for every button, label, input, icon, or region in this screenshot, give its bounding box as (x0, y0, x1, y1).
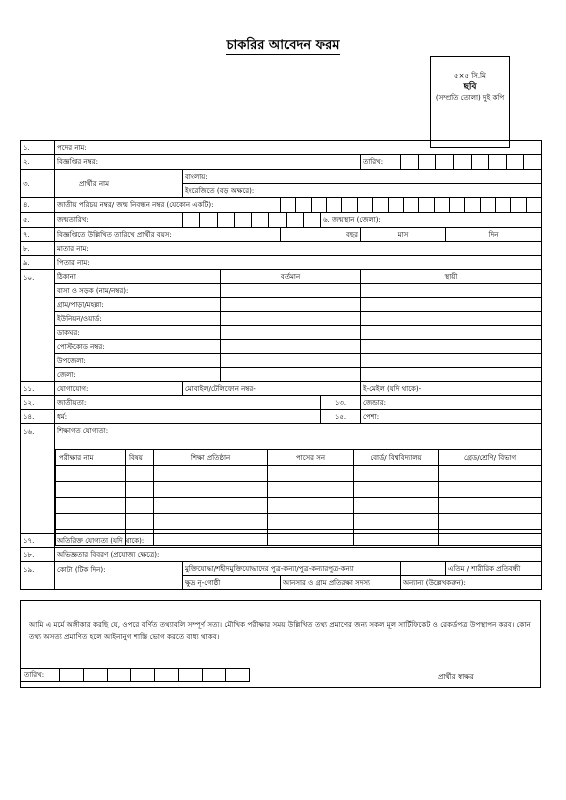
edu-header-grade: গ্রেড/শ্রেণি/ বিভাগ (439, 450, 542, 466)
contact-label: যোগাযোগ: (55, 382, 183, 396)
post-name-field[interactable]: পদের নাম: (55, 141, 542, 155)
edu-cell[interactable] (354, 498, 439, 514)
present-address-input[interactable] (221, 368, 361, 382)
age-label: বিজ্ঞপ্তিতে উল্লিখিত তারিখে প্রার্থীর বয়স: (55, 228, 281, 242)
quota-ethnic[interactable]: ক্ষুদ্র নৃ-গোষ্ঠী (183, 576, 281, 590)
date-box[interactable] (225, 669, 249, 681)
edu-header-board: বোর্ড/ বিশ্ববিদ্যালয় (354, 450, 439, 466)
date-box[interactable] (59, 669, 83, 681)
education-label: শিক্ষাগত যোগ্যতা: (55, 424, 542, 438)
edu-cell[interactable] (268, 498, 354, 514)
row-nid (21, 198, 542, 213)
present-address-input[interactable] (221, 312, 361, 326)
row-num: ৩. (21, 170, 55, 198)
edu-cell[interactable] (354, 482, 439, 498)
edu-cell[interactable] (126, 514, 154, 530)
address-line (21, 298, 542, 312)
edu-cell[interactable] (154, 482, 268, 498)
row-mother-name (21, 242, 542, 256)
edu-cell[interactable] (154, 498, 268, 514)
photo-size: ৫×৫ সি.মি (454, 72, 486, 80)
edu-header-exam: পরীক্ষার নাম (56, 450, 126, 466)
address-line-label: জেলা: (55, 368, 221, 382)
present-address-input[interactable] (221, 284, 361, 298)
address-line (21, 284, 542, 298)
signature-label: প্রার্থীর স্বাক্ষর (438, 673, 474, 681)
address-line-label: পোস্টকোড নম্বর: (55, 340, 221, 354)
row-num: ১২. (21, 396, 55, 410)
edu-cell[interactable] (126, 466, 154, 482)
permanent-address-input[interactable] (361, 284, 542, 298)
date-box[interactable] (83, 669, 107, 681)
edu-cell[interactable] (439, 514, 542, 530)
mother-name-field[interactable]: মাতার নাম: (55, 242, 542, 256)
date-box[interactable] (202, 669, 226, 681)
permanent-address-input[interactable] (361, 312, 542, 326)
row-num: ১১. (21, 382, 55, 396)
edu-cell[interactable] (439, 498, 542, 514)
address-line (21, 368, 542, 382)
edu-cell[interactable] (439, 530, 542, 546)
edu-cell[interactable] (439, 466, 542, 482)
address-line-label: গ্রাম/পাড়া/মহল্লা: (55, 298, 221, 312)
circular-date-boxes[interactable] (401, 155, 542, 170)
nationality-field[interactable]: জাতীয়তা: (55, 396, 321, 410)
declaration-text: আমি এ মর্মে অঙ্গীকার করছি যে, ওপরে বর্ণিত তথ্যাবলি সম্পূর্ণ সত্য। মৌখিক পরীক্ষার সময় উল্লিখিত তথ্য প্রমাণের জন্য সকল মূল সার্টিফিকেট ও রেকর্ডপত্র উপস্থাপন করব। কোন তথ্য অসত্য প্রমাণিত হলে আইনানুগ শাস্তি ভোগ করতে বাধ্য থাকব। (29, 620, 531, 641)
edu-cell[interactable] (154, 466, 268, 482)
edu-cell[interactable] (126, 482, 154, 498)
row-quota-1 (21, 562, 542, 576)
edu-cell[interactable] (268, 530, 354, 546)
permanent-address-header: স্থায়ী (361, 270, 542, 284)
edu-cell[interactable] (154, 514, 268, 530)
edu-cell[interactable] (439, 482, 542, 498)
row-religion (21, 410, 542, 424)
edu-cell[interactable] (56, 530, 126, 546)
photo-box (430, 56, 510, 148)
age-month-field[interactable]: মাস (361, 228, 446, 242)
present-address-input[interactable] (221, 326, 361, 340)
edu-cell[interactable] (268, 514, 354, 530)
edu-cell[interactable] (354, 514, 439, 530)
address-line (21, 354, 542, 368)
quota-other[interactable]: অন্যান্য (উল্লেখকরুন): (401, 576, 542, 590)
quota-label: কোটা (টিক দিন): (55, 562, 183, 590)
date-box[interactable] (107, 669, 131, 681)
circular-date-label: তারিখ: (361, 155, 401, 170)
row-dob (21, 213, 542, 228)
edu-cell[interactable] (56, 514, 126, 530)
row-num: ১৮. (21, 548, 55, 562)
education-table (55, 449, 542, 546)
row-num: ১৫. (321, 410, 361, 424)
religion-field[interactable]: ধর্ম: (55, 410, 321, 424)
row-num: ৭. (21, 228, 55, 242)
edu-cell[interactable] (56, 498, 126, 514)
photo-label: ছবি (463, 82, 477, 92)
row-circular-number (21, 155, 542, 170)
quota-checkbox[interactable] (401, 562, 446, 576)
row-num: ৯. (21, 256, 55, 270)
row-post-name (21, 141, 542, 155)
row-contact (21, 382, 542, 396)
additional-qualification-field[interactable]: অতিরিক্ত যোগ্যতা (যদি থাকে): (55, 534, 542, 548)
mobile-field[interactable]: মোবাইল/টেলিফোন নম্বর- (183, 382, 361, 396)
permanent-address-input[interactable] (361, 326, 542, 340)
address-line (21, 340, 542, 354)
photo-note: (সম্প্রতি তোলা) দুই কপি (435, 94, 505, 102)
table-row (56, 530, 542, 546)
edu-header-institution: শিক্ষা প্রতিষ্ঠান (154, 450, 268, 466)
edu-cell[interactable] (268, 482, 354, 498)
address-line-label: উপজেলা: (55, 354, 221, 368)
permanent-address-input[interactable] (361, 298, 542, 312)
address-line-label: ইউনিয়ন/ওয়ার্ড: (55, 312, 221, 326)
table-row (56, 482, 542, 498)
gender-field[interactable]: জেন্ডার: (361, 396, 542, 410)
table-row (56, 498, 542, 514)
date-label: তারিখ: (24, 671, 45, 679)
address-line-label: বাসা ও সড়ক (নাম/নম্বর): (55, 284, 221, 298)
quota-freedom-fighter[interactable]: মুক্তিযোদ্ধা/শহীদমুক্তিযোদ্ধাদের পুত্র-কন্যা/পুত্র-কন্যারপুত্র-কন্যা (183, 562, 401, 576)
present-address-input[interactable] (221, 340, 361, 354)
form-title: চাকরির আবেদন ফরম (226, 38, 340, 53)
row-num: ২. (21, 155, 55, 170)
edu-cell[interactable] (56, 482, 126, 498)
education-header-row (56, 450, 542, 466)
present-address-input[interactable] (221, 298, 361, 312)
row-num: ১৩. (321, 396, 361, 410)
address-line (21, 326, 542, 340)
edu-header-subject: বিষয় (126, 450, 154, 466)
row-applicant-name-bn (21, 170, 542, 184)
row-num: ৫. (21, 213, 55, 228)
row-age (21, 228, 542, 242)
occupation-field[interactable]: পেশা: (361, 410, 542, 424)
edu-cell[interactable] (126, 498, 154, 514)
row-num: ৪. (21, 198, 55, 213)
age-day-field[interactable]: দিন (446, 228, 542, 242)
name-english-field[interactable]: ইংরেজিতে (বড় অক্ষরে): (183, 184, 542, 198)
permanent-address-input[interactable] (361, 340, 542, 354)
row-num: ১. (21, 141, 55, 155)
present-address-input[interactable] (221, 354, 361, 368)
row-num: ১৯. (21, 562, 55, 590)
edu-header-pass-year: পাসের সন (268, 450, 354, 466)
row-address-header (21, 270, 542, 284)
permanent-address-input[interactable] (361, 354, 542, 368)
email-field[interactable]: ই-মেইল (যদি থাকে)- (361, 382, 542, 396)
present-address-header: বর্তমান (221, 270, 361, 284)
edu-cell[interactable] (126, 530, 154, 546)
address-line (21, 312, 542, 326)
row-education-label (21, 424, 542, 438)
table-row (56, 514, 542, 530)
experience-field[interactable]: অভিজ্ঞতার বিবরণ (প্রযোজ্য ক্ষেত্রে): (55, 548, 542, 562)
quota-orphan-disabled[interactable]: এতিম / শারীরিক প্রতিবন্ধী (446, 562, 542, 576)
date-box[interactable] (130, 669, 154, 681)
birthplace-field[interactable]: ৬. জন্মস্থান (জেলা): (321, 213, 542, 228)
row-num: ১৬. (21, 424, 55, 534)
row-num: ৮. (21, 242, 55, 256)
father-name-field[interactable]: পিতার নাম: (55, 256, 542, 270)
edu-cell[interactable] (268, 466, 354, 482)
table-row (56, 466, 542, 482)
edu-cell[interactable] (56, 466, 126, 482)
row-num: ১৭. (21, 534, 55, 548)
name-bangla-field[interactable]: বাংলায়: (183, 170, 542, 184)
edu-cell[interactable] (154, 530, 268, 546)
address-label: ঠিকানা (55, 270, 221, 284)
age-year-field[interactable]: বছর (281, 228, 361, 242)
edu-cell[interactable] (354, 466, 439, 482)
row-father-name (21, 256, 542, 270)
applicant-name-label: প্রার্থীর নাম (55, 170, 183, 198)
circular-number-field[interactable]: বিজ্ঞপ্তির নম্বর: (55, 155, 361, 170)
date-field[interactable] (20, 668, 250, 682)
row-nationality (21, 396, 542, 410)
nid-label: জাতীয় পরিচয় নম্বর/ জন্ম নিবন্ধন নম্বর (যেকোন একটি): (55, 198, 281, 213)
permanent-address-input[interactable] (361, 368, 542, 382)
date-box[interactable] (154, 669, 178, 681)
dob-label: জন্মতারিখ: (55, 213, 183, 228)
row-num: ১০. (21, 270, 55, 382)
dob-boxes[interactable] (183, 213, 321, 228)
quota-ansar[interactable]: আনসার ও গ্রাম প্রতিরক্ষা সদস্য (281, 576, 401, 590)
row-experience (21, 548, 542, 562)
nid-boxes[interactable] (281, 198, 542, 213)
address-line-label: ডাকঘর: (55, 326, 221, 340)
row-num: ১৪. (21, 410, 55, 424)
edu-cell[interactable] (354, 530, 439, 546)
date-box[interactable] (178, 669, 202, 681)
